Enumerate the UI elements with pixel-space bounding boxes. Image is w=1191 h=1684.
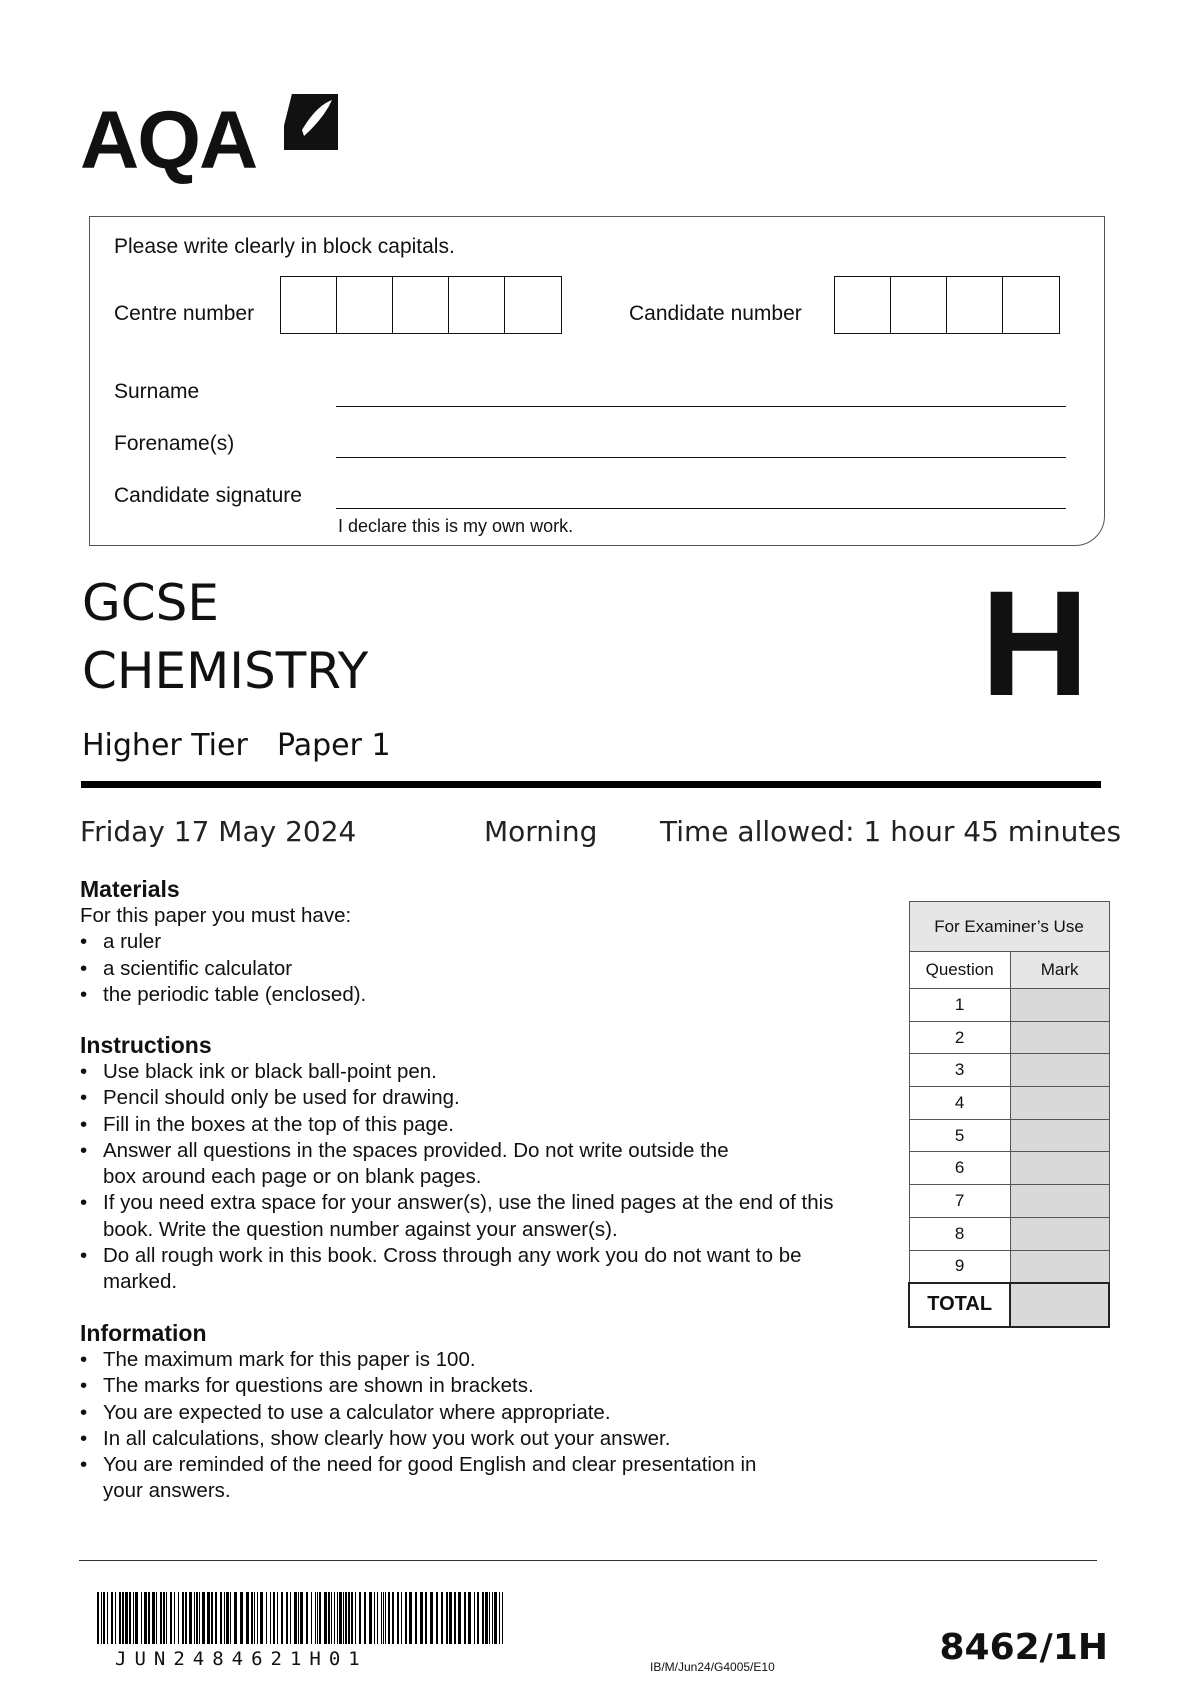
mark-cell bbox=[1010, 989, 1109, 1022]
list-item: • Use black ink or black ball-point pen. bbox=[80, 1059, 870, 1085]
question-number: 5 bbox=[909, 1119, 1010, 1152]
exam-date: Friday 17 May 2024 bbox=[80, 815, 357, 848]
list-item: • You are expected to use a calculator where appropriate. bbox=[80, 1400, 880, 1426]
barcode-image bbox=[97, 1592, 509, 1644]
table-row bbox=[909, 989, 1109, 1022]
centre-number-label: Centre number bbox=[114, 302, 255, 325]
list-item: • Fill in the boxes at the top of this page. bbox=[80, 1112, 870, 1138]
centre-digit-box[interactable] bbox=[505, 277, 561, 333]
mark-cell bbox=[1010, 1217, 1109, 1250]
candidate-digit-box[interactable] bbox=[1003, 277, 1059, 333]
qualification-title: GCSE bbox=[82, 574, 219, 632]
question-number: 4 bbox=[909, 1087, 1010, 1120]
total-mark-cell bbox=[1010, 1283, 1109, 1327]
forename-label: Forename(s) bbox=[114, 432, 235, 455]
tier-letter: H bbox=[980, 559, 1089, 727]
centre-digit-box[interactable] bbox=[281, 277, 337, 333]
candidate-number-label: Candidate number bbox=[629, 302, 802, 325]
information-section bbox=[80, 1320, 880, 1505]
list-item: • The maximum mark for this paper is 100. bbox=[80, 1347, 880, 1373]
examiner-use-table bbox=[908, 901, 1110, 1328]
signature-line[interactable] bbox=[336, 508, 1066, 509]
list-item: • The marks for questions are shown in brackets. bbox=[80, 1373, 880, 1399]
list-item: • Do all rough work in this book. Cross through any work you do not want to be marked. bbox=[80, 1243, 823, 1296]
candidate-digit-box[interactable] bbox=[947, 277, 1003, 333]
mark-cell bbox=[1010, 1119, 1109, 1152]
exam-session: Morning bbox=[484, 815, 598, 848]
question-number: 6 bbox=[909, 1152, 1010, 1185]
table-row bbox=[909, 1250, 1109, 1283]
mark-cell bbox=[1010, 1152, 1109, 1185]
question-number: 2 bbox=[909, 1021, 1010, 1054]
list-item: • the periodic table (enclosed). bbox=[80, 982, 860, 1008]
information-heading: Information bbox=[80, 1320, 207, 1346]
mark-cell bbox=[1010, 1054, 1109, 1087]
declaration-text: I declare this is my own work. bbox=[338, 516, 574, 536]
mark-cell bbox=[1010, 1021, 1109, 1054]
list-item: • a scientific calculator bbox=[80, 956, 860, 982]
subject-title: CHEMISTRY bbox=[82, 642, 369, 700]
candidate-digit-box[interactable] bbox=[891, 277, 947, 333]
reference-code: IB/M/Jun24/G4005/E10 bbox=[650, 1660, 775, 1674]
aqa-logo-text: AQA bbox=[80, 95, 257, 186]
total-label: TOTAL bbox=[909, 1283, 1010, 1327]
question-number: 1 bbox=[909, 989, 1010, 1022]
list-item: • a ruler bbox=[80, 929, 860, 955]
question-number: 9 bbox=[909, 1250, 1010, 1283]
materials-heading: Materials bbox=[80, 876, 180, 902]
footer-divider bbox=[79, 1560, 1097, 1561]
paper-code: 8462/1H bbox=[939, 1627, 1108, 1668]
total-row bbox=[909, 1283, 1109, 1327]
question-number: 8 bbox=[909, 1217, 1010, 1250]
aqa-logo-mark-icon bbox=[282, 92, 340, 152]
title-divider bbox=[81, 781, 1101, 788]
block-capitals-instruction: Please write clearly in block capitals. bbox=[114, 235, 455, 258]
instructions-heading: Instructions bbox=[80, 1032, 212, 1058]
table-row bbox=[909, 1119, 1109, 1152]
paper-label: Paper 1 bbox=[277, 728, 391, 763]
table-row bbox=[909, 1087, 1109, 1120]
table-row bbox=[909, 1054, 1109, 1087]
surname-line[interactable] bbox=[336, 406, 1066, 407]
tier-label: Higher Tier bbox=[82, 728, 248, 763]
question-number: 7 bbox=[909, 1185, 1010, 1218]
forename-line[interactable] bbox=[336, 457, 1066, 458]
list-item: • Answer all questions in the spaces provided. Do not write outside the box around each page or on blank pages. bbox=[80, 1138, 743, 1191]
time-allowed: Time allowed: 1 hour 45 minutes bbox=[660, 815, 1122, 848]
surname-label: Surname bbox=[114, 380, 200, 403]
mark-cell bbox=[1010, 1250, 1109, 1283]
mark-column-header: Mark bbox=[1010, 952, 1109, 989]
question-number: 3 bbox=[909, 1054, 1010, 1087]
signature-label: Candidate signature bbox=[114, 484, 302, 507]
centre-number-field[interactable] bbox=[280, 276, 562, 334]
candidate-number-field[interactable] bbox=[834, 276, 1060, 334]
table-row bbox=[909, 1021, 1109, 1054]
examiner-table-heading: For Examiner’s Use bbox=[909, 902, 1109, 952]
table-row bbox=[909, 1217, 1109, 1250]
centre-digit-box[interactable] bbox=[449, 277, 505, 333]
barcode-text: JUN2484621H01 bbox=[115, 1648, 368, 1670]
mark-cell bbox=[1010, 1185, 1109, 1218]
list-item: • In all calculations, show clearly how you work out your answer. bbox=[80, 1426, 880, 1452]
table-row bbox=[909, 1185, 1109, 1218]
materials-intro: For this paper you must have: bbox=[80, 904, 352, 927]
materials-section bbox=[80, 876, 860, 1008]
list-item: • Pencil should only be used for drawing. bbox=[80, 1085, 870, 1111]
candidate-digit-box[interactable] bbox=[835, 277, 891, 333]
centre-digit-box[interactable] bbox=[393, 277, 449, 333]
mark-cell bbox=[1010, 1087, 1109, 1120]
list-item: • You are reminded of the need for good English and clear presentation in your answers. bbox=[80, 1452, 793, 1505]
list-item: • If you need extra space for your answer(s), use the lined pages at the end of this book. Write the question number against your answer(s). bbox=[80, 1190, 873, 1243]
centre-digit-box[interactable] bbox=[337, 277, 393, 333]
question-column-header: Question bbox=[909, 952, 1010, 989]
table-row bbox=[909, 1152, 1109, 1185]
instructions-section bbox=[80, 1032, 880, 1296]
